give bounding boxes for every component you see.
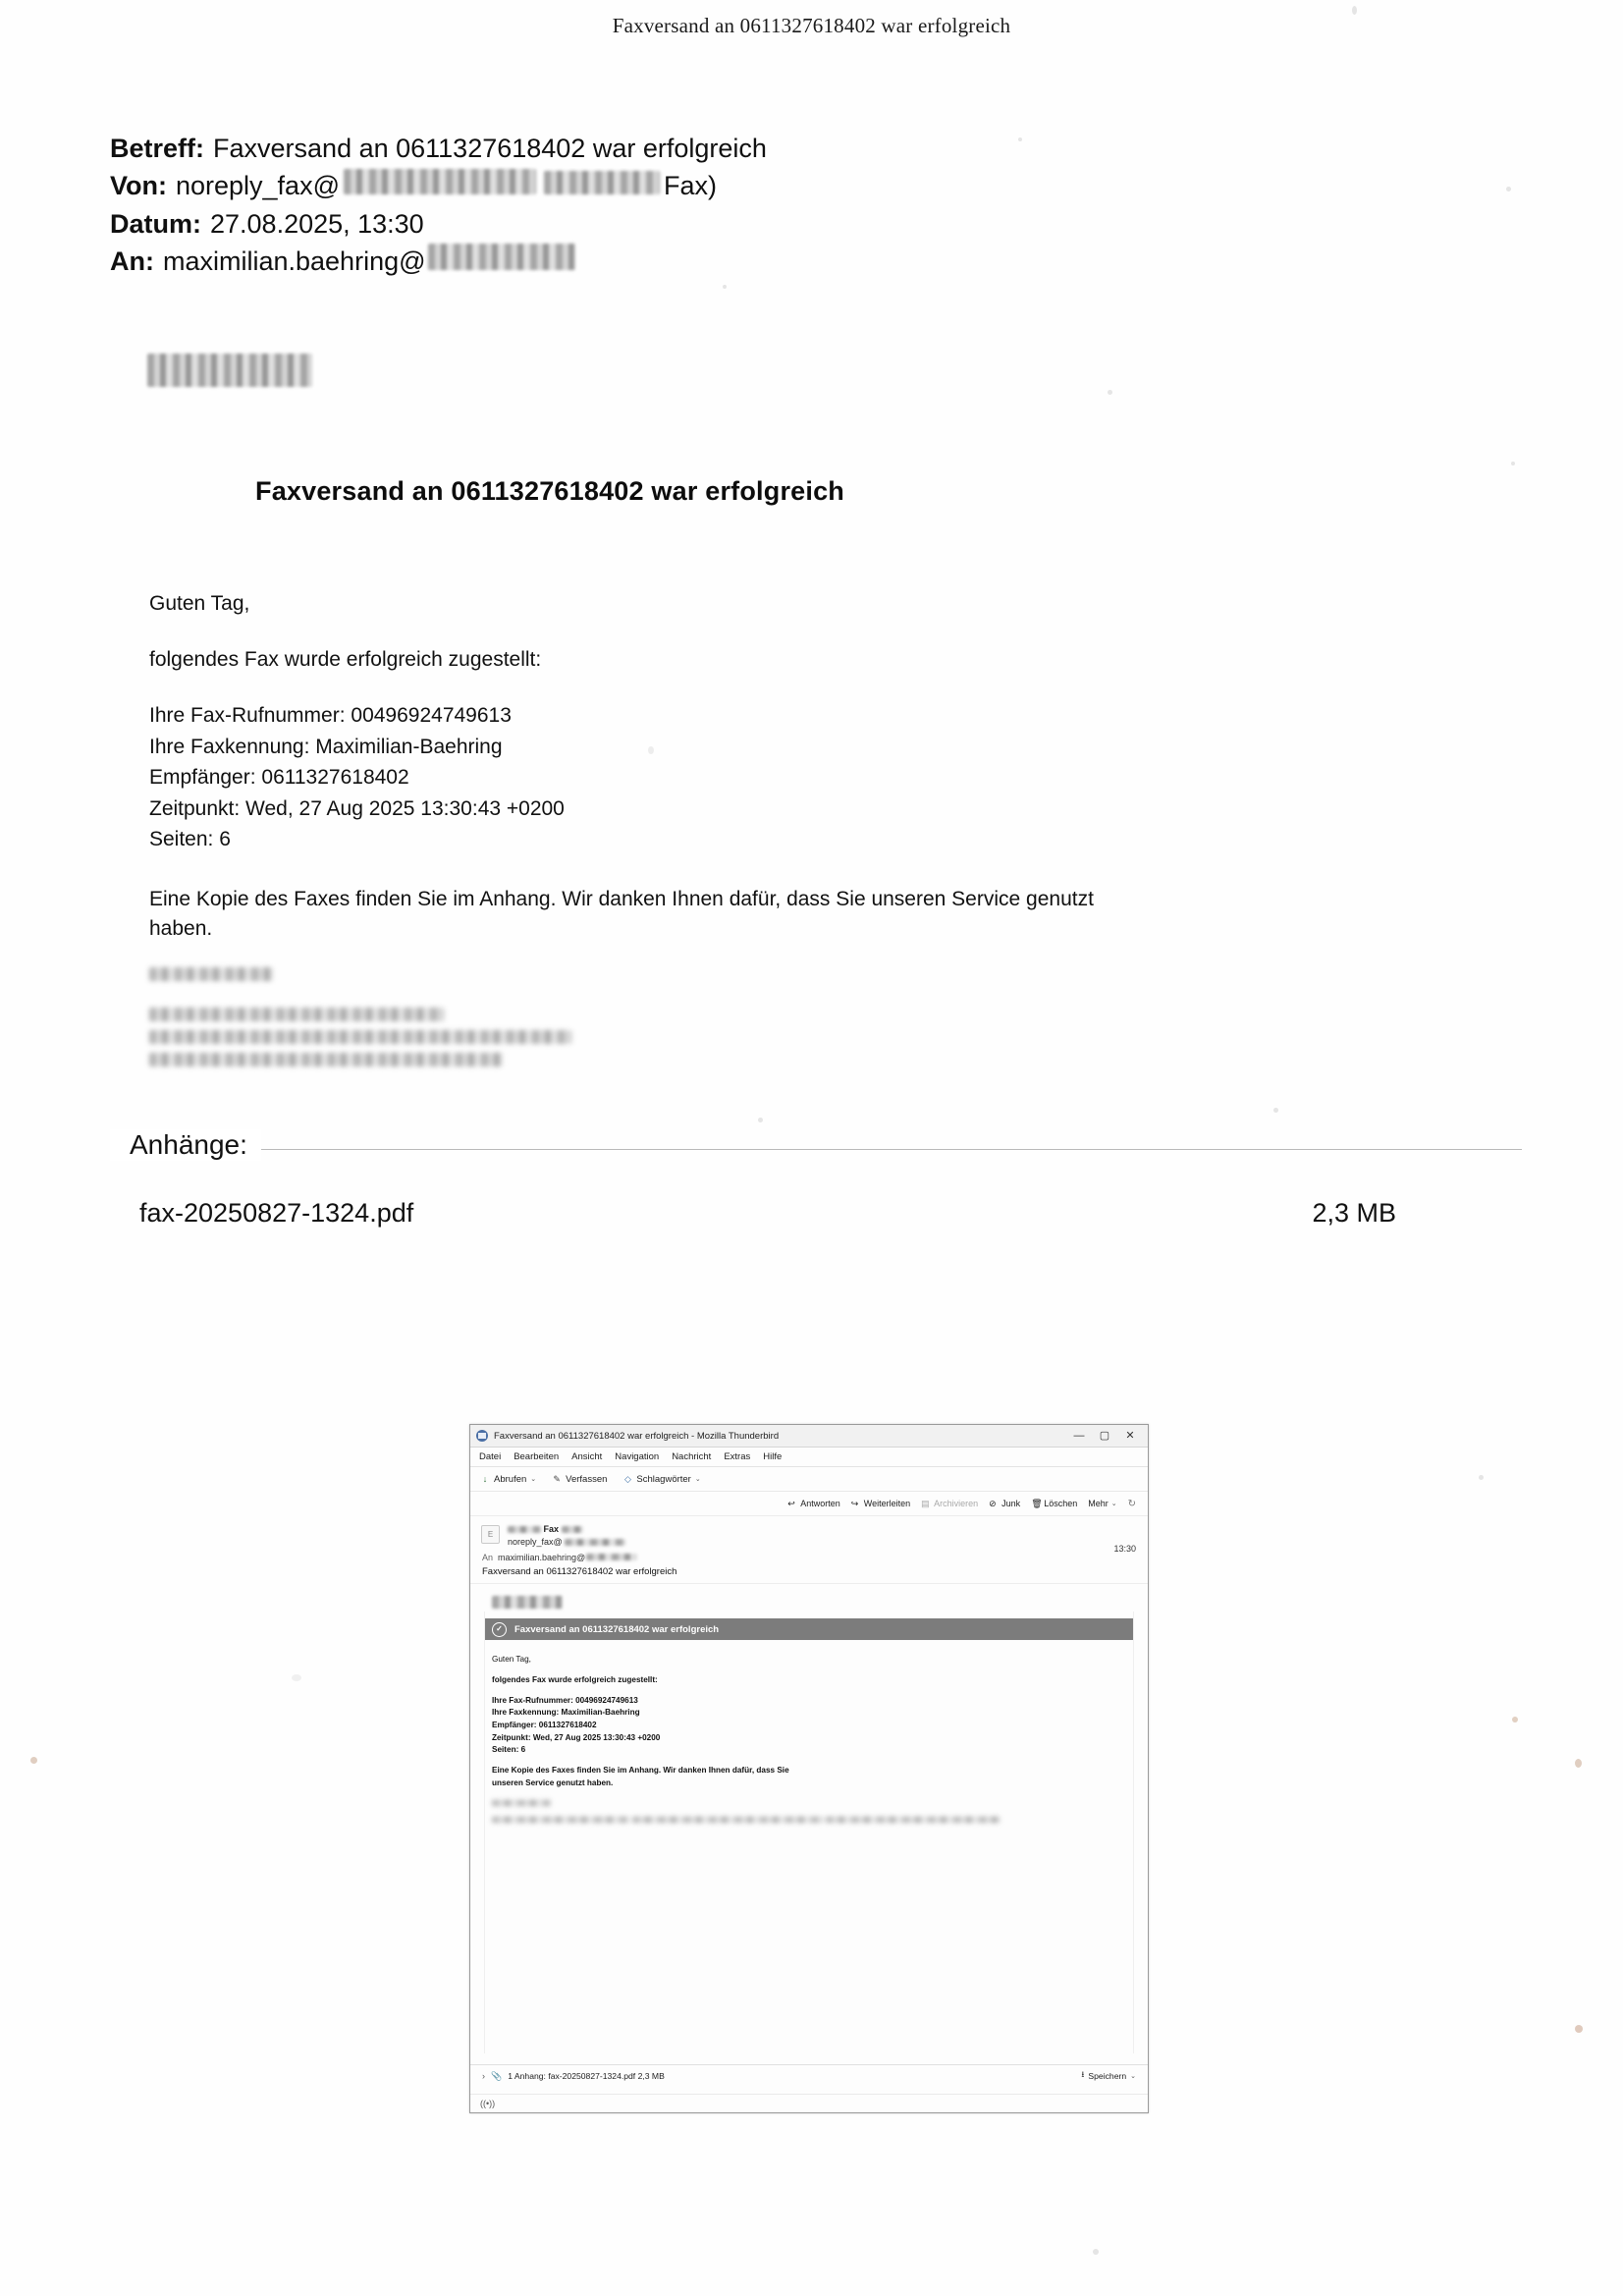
action-antworten[interactable] — [787, 1499, 840, 1508]
mail-intro: folgendes Fax wurde erfolgreich zugestellt: — [149, 647, 542, 671]
menu-item-navigation[interactable]: Navigation — [615, 1451, 660, 1462]
embedded-closing: Eine Kopie des Faxes finden Sie im Anhang. Wir danken Ihnen dafür, dass Sie unseren Service genutzt haben. — [492, 1766, 789, 1787]
menu-item-hilfe[interactable]: Hilfe — [763, 1451, 783, 1462]
action-loeschen[interactable] — [1031, 1499, 1077, 1508]
embedded-intro: folgendes Fax wurde erfolgreich zugestellt: — [492, 1674, 658, 1684]
tag-icon — [622, 1474, 632, 1484]
signature-line-4 — [149, 1053, 503, 1066]
thunderbird-menubar — [470, 1448, 1148, 1467]
scan-speck — [723, 285, 727, 289]
save-icon: ⭳ — [1081, 2069, 1085, 2079]
attachment-file-name[interactable]: fax-20250827-1324.pdf — [139, 1198, 414, 1228]
embedded-signature-line-1 — [492, 1800, 551, 1806]
signature-line-1 — [149, 967, 273, 981]
scan-speck — [1512, 1717, 1518, 1722]
scan-speck — [1273, 1108, 1278, 1113]
action-label-junk: Junk — [1001, 1499, 1021, 1508]
attachment-row[interactable] — [139, 1198, 1514, 1229]
embedded-signature-line-3 — [632, 1817, 824, 1823]
toolbar-label-verfassen: Verfassen — [566, 1473, 608, 1485]
thunderbird-message-header — [470, 1516, 1148, 1584]
mail-signature-redaction — [149, 967, 758, 1075]
action-junk[interactable] — [989, 1499, 1020, 1508]
subject-label: Betreff: — [110, 134, 205, 163]
mail-greeting: Guten Tag, — [149, 592, 250, 615]
chevron-down-icon[interactable]: ⌄ — [530, 1476, 537, 1483]
recipient-label: An — [482, 1553, 494, 1563]
sender-logo-redaction — [147, 354, 312, 387]
redaction-bar-to-domain — [428, 244, 575, 270]
thunderbird-statusbar — [470, 2094, 1148, 2112]
menu-item-ansicht[interactable]: Ansicht — [571, 1451, 603, 1462]
scan-speck — [758, 1118, 763, 1122]
expand-chevron-icon[interactable]: › — [482, 2071, 485, 2081]
junk-icon: ⊘ — [989, 1499, 997, 1508]
detail-pages: Seiten: 6 — [149, 828, 231, 851]
pen-icon — [552, 1474, 562, 1484]
mail-details — [149, 700, 1161, 855]
thunderbird-app-icon — [476, 1430, 488, 1442]
embedded-detail-fax-id: Ihre Faxkennung: Maximilian-Baehring — [492, 1708, 640, 1718]
scan-speck — [30, 1757, 37, 1764]
archive-icon: ▤ — [921, 1499, 930, 1508]
refresh-icon[interactable]: ↻ — [1127, 1498, 1136, 1509]
body-right-rule — [1133, 1612, 1134, 2053]
attachment-file-size: 2,3 MB — [1312, 1198, 1396, 1228]
chevron-down-icon[interactable]: ⌄ — [1130, 2073, 1136, 2080]
thunderbird-window-screenshot — [469, 1424, 1149, 2113]
body-left-rule — [484, 1612, 485, 2053]
detail-timestamp: Zeitpunkt: Wed, 27 Aug 2025 13:30:43 +0200 — [149, 796, 565, 820]
menu-item-nachricht[interactable]: Nachricht — [672, 1451, 712, 1462]
toolbar-label-abrufen: Abrufen — [494, 1473, 527, 1485]
embedded-signature-line-2 — [492, 1817, 629, 1823]
menu-item-bearbeiten[interactable]: Bearbeiten — [514, 1451, 560, 1462]
attachments-divider — [110, 1149, 1522, 1150]
menu-item-datei[interactable]: Datei — [479, 1451, 502, 1462]
menu-item-extras[interactable]: Extras — [724, 1451, 751, 1462]
toolbar-button-abrufen[interactable] — [480, 1474, 536, 1485]
sender-name: Fax — [543, 1524, 560, 1534]
scan-speck — [1575, 2025, 1583, 2033]
redaction-sender-prefix — [508, 1526, 541, 1533]
print-header: Faxversand an 0611327618402 war erfolgreich — [612, 14, 1011, 37]
thunderbird-window-title: Faxversand an 0611327618402 war erfolgreich - Mozilla Thunderbird — [494, 1430, 780, 1442]
to-label: An: — [110, 246, 154, 276]
date-label: Datum: — [110, 208, 201, 239]
sender-line — [508, 1523, 1136, 1549]
header-row-from — [110, 167, 1386, 204]
chevron-down-icon[interactable]: ⌄ — [694, 1476, 701, 1483]
toolbar-button-verfassen[interactable] — [552, 1474, 607, 1485]
scan-speck — [1506, 187, 1511, 191]
action-mehr[interactable] — [1088, 1499, 1116, 1508]
forward-icon: ↪ — [850, 1499, 859, 1508]
toolbar-button-schlagwoerter[interactable] — [622, 1474, 700, 1485]
attachment-bar[interactable] — [470, 2064, 1148, 2087]
reply-icon: ↩ — [787, 1499, 795, 1508]
detail-fax-number: Ihre Fax-Rufnummer: 00496924749613 — [149, 704, 512, 728]
embedded-signature-line-4 — [826, 1817, 1001, 1823]
redaction-bar-from-name — [544, 171, 660, 194]
date-value: 27.08.2025, 13:30 — [210, 208, 424, 239]
header-row-subject — [110, 130, 1386, 167]
trash-icon: 🗑 — [1031, 1499, 1043, 1508]
action-archivieren — [921, 1499, 978, 1508]
signature-line-2 — [149, 1008, 444, 1021]
embedded-detail-pages: Seiten: 6 — [492, 1745, 526, 1755]
success-banner-text: Faxversand an 0611327618402 war erfolgreich — [514, 1623, 720, 1635]
window-controls — [1073, 1431, 1142, 1442]
embedded-detail-recipient: Empfänger: 0611327618402 — [492, 1720, 597, 1729]
scan-speck — [1093, 2249, 1099, 2255]
message-time: 13:30 — [1113, 1544, 1136, 1554]
action-label-archivieren: Archivieren — [934, 1499, 979, 1508]
attachments-section — [110, 1129, 1522, 1161]
mail-body — [149, 589, 1161, 970]
detail-fax-id: Ihre Faxkennung: Maximilian-Baehring — [149, 735, 503, 758]
avatar: E — [481, 1525, 500, 1544]
statusbar-text: ((•)) — [480, 2099, 496, 2108]
paperclip-icon: 📎 — [491, 2070, 503, 2081]
scan-speck — [1108, 390, 1112, 395]
sender-address-line — [508, 1536, 1136, 1549]
mail-title: Faxversand an 0611327618402 war erfolgreich — [255, 476, 844, 506]
to-value: maximilian.baehring@ — [162, 246, 426, 276]
redaction-sender-suffix — [562, 1526, 583, 1533]
thunderbird-titlebar — [470, 1425, 1148, 1448]
embedded-signature-redaction — [484, 1799, 1134, 1826]
thunderbird-toolbar — [470, 1467, 1148, 1492]
scan-speck — [292, 1674, 301, 1681]
save-label: Speichern — [1088, 2071, 1127, 2081]
redaction-sender-domain — [565, 1539, 625, 1546]
download-icon — [480, 1474, 490, 1484]
action-label-antworten: Antworten — [800, 1499, 840, 1508]
scan-speck — [1479, 1475, 1484, 1480]
action-label-weiterleiten: Weiterleiten — [863, 1499, 911, 1508]
action-label-loeschen: Löschen — [1044, 1499, 1078, 1508]
message-header — [110, 130, 1386, 280]
subject-value: Faxversand an 0611327618402 war erfolgreich — [213, 134, 767, 163]
message-subject: Faxversand an 0611327618402 war erfolgreich — [482, 1566, 677, 1578]
embedded-detail-timestamp: Zeitpunkt: Wed, 27 Aug 2025 13:30:43 +0200 — [492, 1732, 661, 1742]
toolbar-label-schlagwoerter: Schlagwörter — [636, 1473, 691, 1485]
header-row-date — [110, 205, 1386, 243]
check-circle-icon: ✓ — [492, 1622, 507, 1637]
signature-line-3 — [149, 1030, 571, 1044]
chevron-down-icon[interactable]: ⌄ — [1110, 1501, 1117, 1507]
minimize-icon[interactable]: — — [1073, 1429, 1085, 1442]
from-value: noreply_fax@ — [175, 171, 340, 201]
recipient-line — [482, 1553, 1136, 1562]
recipient-value: maximilian.baehring@ — [498, 1553, 586, 1563]
attachments-label: Anhänge: — [110, 1129, 261, 1161]
scan-speck — [1511, 462, 1515, 465]
success-banner — [484, 1618, 1134, 1640]
action-weiterleiten[interactable] — [851, 1499, 910, 1508]
mail-closing: Eine Kopie des Faxes finden Sie im Anhang. Wir danken Ihnen dafür, dass Sie unseren Service genutzt haben. — [149, 887, 1094, 941]
scan-speck — [1575, 1759, 1582, 1768]
maximize-icon[interactable]: ▢ — [1099, 1429, 1110, 1442]
from-value-suffix: Fax) — [663, 171, 717, 201]
attachment-bar-text: 1 Anhang: fax-20250827-1324.pdf 2,3 MB — [508, 2071, 665, 2081]
header-row-to — [110, 243, 1386, 280]
embedded-body-text — [484, 1654, 1134, 1789]
save-attachment-button[interactable] — [1081, 2069, 1136, 2083]
email-logo-redaction — [492, 1596, 563, 1609]
action-label-mehr: Mehr — [1088, 1499, 1109, 1508]
from-label: Von: — [110, 171, 167, 201]
embedded-detail-fax-number: Ihre Fax-Rufnummer: 00496924749613 — [492, 1695, 638, 1705]
detail-recipient: Empfänger: 0611327618402 — [149, 766, 409, 790]
redaction-recipient-domain — [586, 1554, 637, 1560]
embedded-greeting: Guten Tag, — [492, 1655, 531, 1665]
sender-address: noreply_fax@ — [508, 1537, 563, 1548]
close-icon[interactable]: ✕ — [1125, 1429, 1135, 1442]
redaction-bar-from-domain — [344, 169, 536, 194]
thunderbird-message-actions — [470, 1492, 1148, 1516]
thunderbird-message-body — [470, 1584, 1148, 1832]
